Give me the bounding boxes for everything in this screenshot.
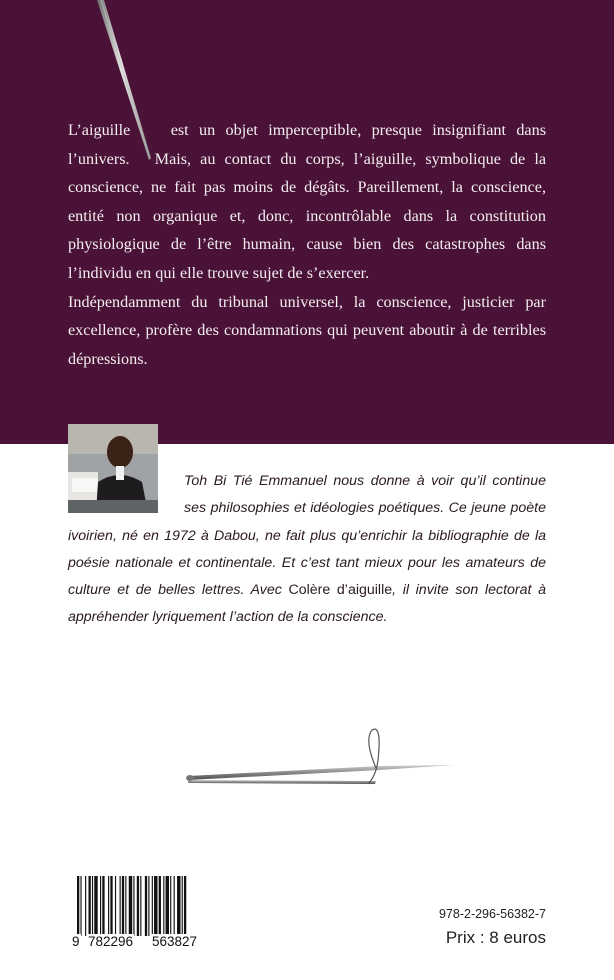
barcode-bar: [80, 876, 81, 936]
barcode-bar: [182, 876, 183, 936]
blurb-paragraph-2: Indépendamment du tribunal universel, la conscience, justicier par excellence, profère des condamnations qui peuvent aboutir à de terribles dépressions.: [68, 292, 546, 368]
barcode-bar: [145, 876, 147, 936]
barcode-bar: [166, 876, 169, 936]
barcode-bar: [85, 876, 86, 936]
barcode-bar: [108, 876, 109, 936]
barcode-group-2: 563827: [152, 934, 198, 949]
barcode-bar: [163, 876, 164, 936]
barcode-bar: [177, 876, 180, 936]
barcode-bar: [115, 876, 116, 936]
blurb-paragraph-1: [68, 116, 546, 288]
blurb-word-aiguille: L’aiguille: [68, 121, 131, 139]
barcode-bar: [133, 876, 134, 936]
price-label: Prix : 8 euros: [445, 928, 546, 947]
barcode-bar: [100, 876, 101, 936]
barcode-bar: [110, 876, 112, 936]
barcode-bar: [120, 876, 121, 936]
barcode-bar: [152, 876, 153, 936]
book-title: Colère d’aiguille: [288, 582, 393, 599]
barcode-bar: [159, 876, 161, 936]
bio-text-2: , il invite son lectorat à appréhender lyriquement l’action de la conscience.: [68, 582, 546, 626]
barcode-bar: [129, 876, 132, 936]
barcode-bar: [122, 876, 124, 936]
needles-illustration: [180, 720, 470, 800]
blurb-line2: Mais, au contact du corps, l’aiguille, symbolique de la conscience, ne fait pas moins de dégâts. Pareillement, la conscience, entité non organique et, donc, incontrôlable dans la constitution physiologique de l’être humain, cause bien des catastrophes dans l’individu en qui elle trouve sujet de s’exercer.: [68, 149, 546, 282]
author-bio: [68, 468, 546, 632]
barcode-bar: [154, 876, 157, 936]
barcode-bar: [137, 876, 139, 936]
barcode-bar: [148, 876, 149, 936]
barcode-bar: [92, 876, 93, 936]
barcode-bar: [140, 876, 141, 936]
barcode-bar: [102, 876, 104, 936]
barcode-bar: [170, 876, 171, 936]
isbn-number: 978-2-296-56382-7: [438, 907, 546, 921]
barcode-group-1: 782296: [88, 934, 134, 949]
barcode-bar: [89, 876, 91, 936]
barcode-bar: [77, 876, 79, 936]
barcode-bar: [184, 876, 186, 936]
blurb-line1: est un objet imperceptible, presque insignifiant dans l’univers.: [68, 121, 547, 168]
barcode-bar: [174, 876, 175, 936]
barcode-bar: [125, 876, 126, 936]
barcode-bar: [94, 876, 97, 936]
bio-text-1: Toh Bi Tié Emmanuel nous donne à voir qu’il continue ses philosophies et idéologies poétiques. Ce jeune poète ivoirien, né en 1972 à Dabou, ne fait plus qu’enrichir la bibliographie de la poésie nationale et continentale. Et c’est tant mieux pour les amateurs de culture et de belles lettres. Avec: [68, 473, 546, 599]
back-cover-blurb: [68, 116, 546, 373]
barcode-digit-first: 9: [72, 934, 80, 949]
